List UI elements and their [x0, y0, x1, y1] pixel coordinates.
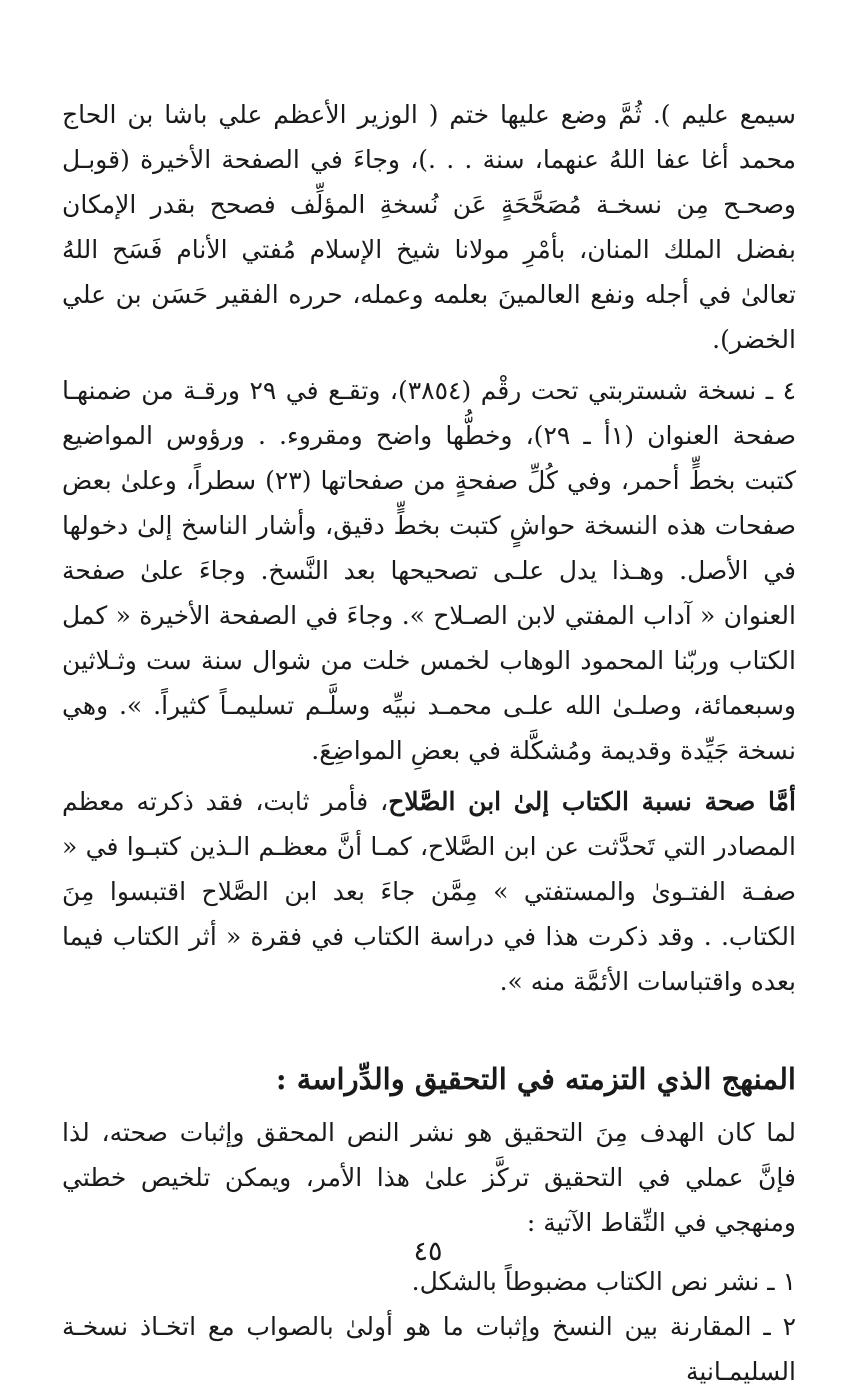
list-item: ٢ ـ المقارنة بين النسخ وإثبات ما هو أولىٰ بالصواب مع اتخـاذ نسخـة السليمـانية: [62, 1312, 796, 1386]
attribution-lead: أمَّا صحة نسبة الكتاب إلىٰ ابن الصَّلاح: [388, 787, 796, 816]
paragraph-method-intro: لما كان الهدف مِنَ التحقيق هو نشر النص المحقق وإثبات صحته، لذا فإنَّ عملي في التحقيق تركَّز علىٰ هذا الأمر، ويمكن تلخيص خطتي ومنهجي في النِّقاط الآتية :: [62, 1118, 796, 1237]
paragraph-attribution: [62, 779, 796, 1004]
paragraph-manuscript-3-end: سيمع عليم ). ثُمَّ وضع عليها ختم ( الوزير الأعظم علي باشا بن الحاج محمد أغا عفا اللهُ عنهما، سنة . . .)، وجاءَ في الصفحة الأخيرة (قوبـل وصحـح مِن نسخـة مُصَحَّحَةٍ عَن نُسخةِ المؤلِّف فصحح بقدر الإمكان بفضل الملك المنان، بأمْرِ مولانا شيخ الإسلام مُفتي الأنام فَسَح اللهُ تعالىٰ في أجله ونفع العالمينَ بعلمه وعمله، حرره الفقير حَسَن بن علي الخضر).: [62, 100, 796, 354]
method-list: [62, 1259, 796, 1394]
attribution-rest: ، فأمر ثابت، فقد ذكرته معظم المصادر التي تَحدَّثت عن ابن الصَّلاح، كمـا أنَّ معظـم الـذين كتبـوا في « صفـة الفتـوىٰ والمستفتي » مِمَّن جاءَ بعد ابن الصَّلاح اقتبسوا مِنَ الكتاب. . وقد ذكرت هذا في دراسة الكتاب في فقرة « أثر الكتاب فيما بعده واقتباسات الأئمَّة منه ».: [62, 787, 796, 996]
section-heading: المنهج الذي التزمته في التحقيق والدِّراسة :: [275, 1062, 796, 1096]
page-body: [62, 92, 796, 1394]
page-number: ٤٥: [413, 1236, 443, 1267]
paragraph-manuscript-4: ٤ ـ نسخة شستربتي تحت رقْم (٣٨٥٤)، وتقـع في ٢٩ ورقـة من ضمنهـا صفحة العنوان (١أ ـ ٢٩)، وخطُّها واضح ومقروء. . ورؤوس المواضيع كتبت بخطٍّ أحمر، وفي كُلِّ صفحةٍ من صفحاتها (٢٣) سطراً، وعلىٰ بعض صفحات هذه النسخة حواشٍ كتبت بخطٍّ دقيق، وأشار الناسخ إلىٰ دخولها في الأصل. وهـذا يدل علـى تصحيحها بعد النَّسخ. وجاءَ علىٰ صفحة العنوان « آداب المفتي لابن الصـلاح ». وجاءَ في الصفحة الأخيرة « كمل الكتاب وربّنا المحمود الوهاب لخمس خلت من شوال سنة ست وثـلاثين وسبعمائة، وصلـىٰ الله علـى محمـد نبيِّه وسلَّـم تسليمـاً كثيراً. ». وهي نسخة جَيِّدة وقديمة ومُشكَّلة في بعضِ المواضِعَ.: [62, 376, 797, 765]
list-item: ١ ـ نشر نص الكتاب مضبوطاً بالشكل.: [411, 1267, 796, 1296]
